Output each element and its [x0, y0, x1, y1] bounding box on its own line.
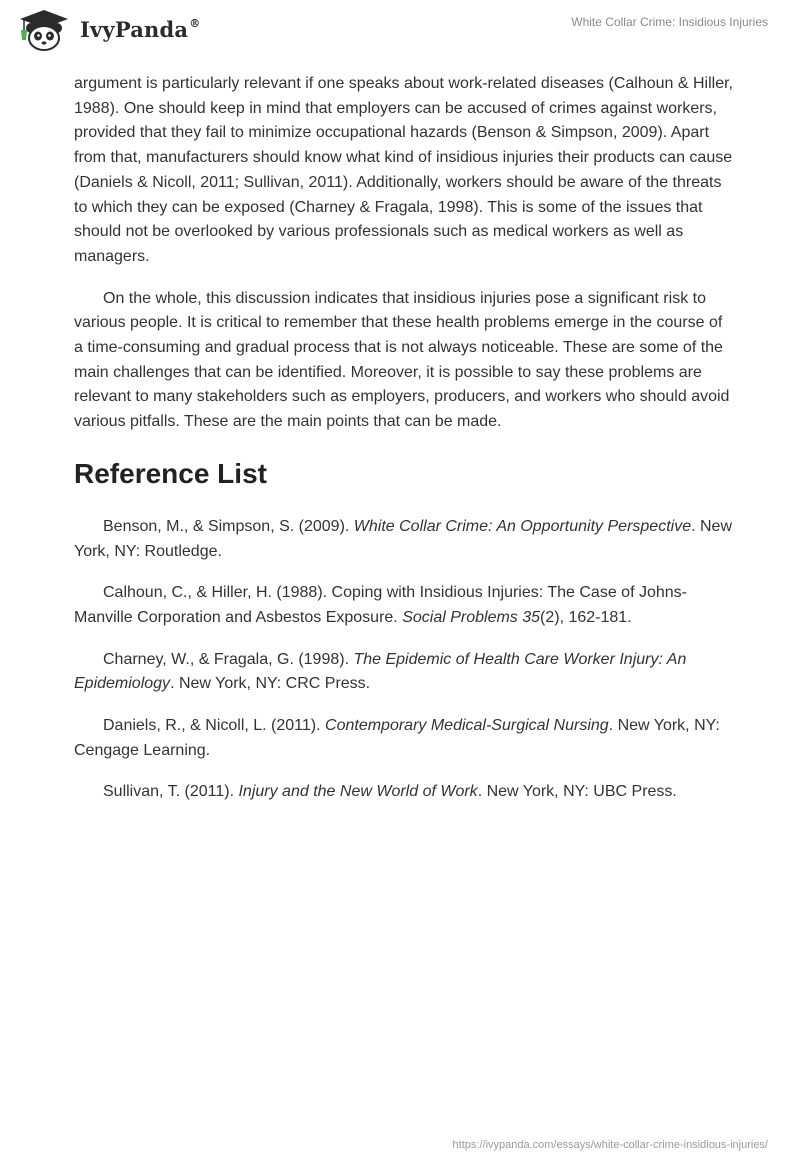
reference-item: Calhoun, C., & Hiller, H. (1988). Coping with Insidious Injuries: The Case of Johns-Manville Corporation and Asbestos Exposure. Social Problems 35(2), 162-181.	[74, 584, 687, 626]
document-title: White Collar Crime: Insidious Injuries	[571, 15, 768, 29]
body-paragraph-1: argument is particularly relevant if one speaks about work-related diseases (Calhoun & Hiller, 1988). One should keep in mind that employers can be accused of crimes against workers, provided that they fail to minimize occupational hazards (Benson & Simpson, 2009). Apart from that, manufacturers should know what kind of insidious injuries their products can cause (Daniels & Nicoll, 2011; Sullivan, 2011). Additionally, workers should be aware of the threats to which they can be exposed (Charney & Fragala, 1998). This is some of the issues that should not be overlooked by various professionals such as medical workers as well as managers.	[74, 75, 733, 265]
brand-name: IvyPanda®	[80, 16, 201, 42]
panda-graduate-icon	[16, 8, 72, 52]
body-paragraph-2: On the whole, this discussion indicates that insidious injuries pose a significant risk to various people. It is critical to remember that these health problems emerge in the course of a time-consuming and gradual process that is not always noticeable. These are some of the main challenges that can be identified. Moreover, it is possible to say these problems are relevant to many stakeholders such as employers, producers, and workers who should avoid various pitfalls. These are the main points that can be made.	[74, 289, 730, 431]
source-url-link[interactable]: https://ivypanda.com/essays/white-collar-crime-insidious-injuries/	[452, 1139, 768, 1151]
registered-mark: ®	[189, 16, 201, 30]
reference-item: Daniels, R., & Nicoll, L. (2011). Contemporary Medical-Surgical Nursing. New York, NY: Cengage Learning.	[74, 717, 720, 759]
essay-content	[74, 72, 734, 822]
reference-list-heading: Reference List	[74, 457, 267, 489]
reference-item: Sullivan, T. (2011). Injury and the New World of Work. New York, NY: UBC Press.	[103, 783, 677, 801]
page-header	[0, 0, 800, 70]
reference-item: Benson, M., & Simpson, S. (2009). White Collar Crime: An Opportunity Perspective. New York, NY: Routledge.	[74, 517, 732, 560]
reference-item: Charney, W., & Fragala, G. (1998). The Epidemic of Health Care Worker Injury: An Epidemiology. New York, NY: CRC Press.	[74, 650, 687, 693]
brand-logo[interactable]	[16, 8, 200, 52]
